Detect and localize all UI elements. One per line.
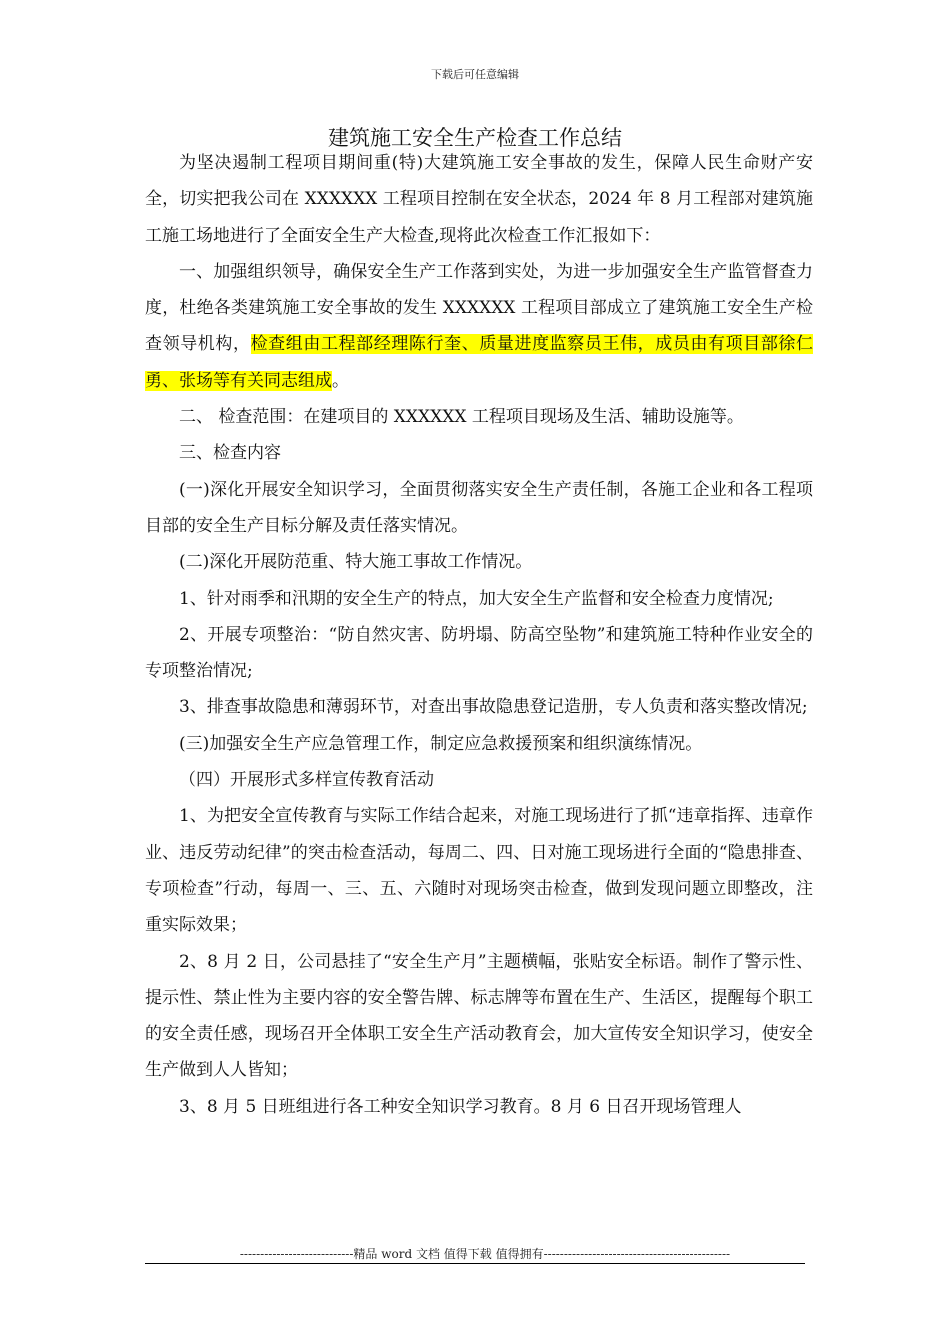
paragraph-item-3: (三)加强安全生产应急管理工作，制定应急救援预案和组织演练情况。: [179, 733, 703, 754]
paragraph-activity-1: 1、为把安全宣传教育与实际工作结合起来，对施工现场进行了抓“违章指挥、违章作业、违反劳动纪律”的突击检查活动，每周二、四、日对施工现场进行全面的“隐患排查、专项检查”行动，每周一、三、五、六随时对现场突击检查，做到发现问题立即整改，注重实际效果；: [145, 806, 813, 936]
paragraph-section-1-tail: 。: [332, 370, 349, 391]
paragraph-subitem-3: 3、排查事故隐患和薄弱环节，对查出事故隐患登记造册，专人负责和落实整改情况;: [179, 697, 808, 718]
paragraph-section-1: [145, 254, 813, 399]
document-title: 建筑施工安全生产检查工作总结: [328, 126, 622, 150]
paragraph-activity-2: 2、8 月 2 日，公司悬挂了“安全生产月”主题横幅，张贴安全标语。制作了警示性、提示性、禁止性为主要内容的安全警告牌、标志牌等布置在生产、生活区，提醒每个职工的安全责任感，现场召开全体职工安全生产活动教育会，加大宣传安全知识学习，使安全生产做到人人皆知；: [145, 951, 813, 1081]
paragraph-subitem-2: 2、开展专项整治：“防自然灾害、防坍塌、防高空坠物”和建筑施工特种作业安全的专项整治情况;: [145, 624, 813, 682]
paragraph-activity-3: 3、8 月 5 日班组进行各工种安全知识学习教育。8 月 6 日召开现场管理人: [179, 1096, 742, 1117]
page-footer: ----------------------------精品 word 文档 值得下载 值得拥有----------------------------------------------: [239, 1247, 731, 1261]
paragraph-item-4: （四）开展形式多样宣传教育活动: [179, 770, 434, 791]
paragraph-section-3: 三、检查内容: [179, 443, 281, 464]
paragraph-item-2: (二)深化开展防范重、特大施工事故工作情况。: [179, 552, 533, 573]
page-header-note: 下载后可任意编辑: [431, 68, 519, 81]
document-body: [145, 145, 813, 1125]
highlighted-text: 检查组由工程部经理陈行奎、质量进度监察员王伟，成员由有项目部徐仁勇、张场等有关同志组成: [145, 334, 814, 391]
paragraph-item-1: (一)深化开展安全知识学习，全面贯彻落实安全生产责任制，各施工企业和各工程项目部的安全生产目标分解及责任落实情况。: [145, 479, 813, 536]
footer-divider: [145, 1263, 805, 1264]
paragraph-section-2: 二、 检查范围：在建项目的 XXXXXX 工程项目现场及生活、辅助设施等。: [179, 407, 744, 428]
paragraph-intro: 为坚决遏制工程项目期间重(特)大建筑施工安全事故的发生，保障人民生命财产安全，切实把我公司在 XXXXXX 工程项目控制在安全状态，2024 年 8 月工程部对建筑施工施工场地进行了全面安全生产大检查,现将此次检查工作汇报如下：: [145, 153, 813, 246]
paragraph-subitem-1: 1、针对雨季和汛期的安全生产的特点，加大安全生产监督和安全检查力度情况;: [179, 588, 774, 609]
paragraph-section-1-text: 一、加强组织领导，确保安全生产工作落到实处，为进一步加强安全生产监管督查力度，杜绝各类建筑施工安全事故的发生 XXXXXX 工程项目部成立了建筑施工安全生产检查领导机构，: [145, 261, 813, 355]
